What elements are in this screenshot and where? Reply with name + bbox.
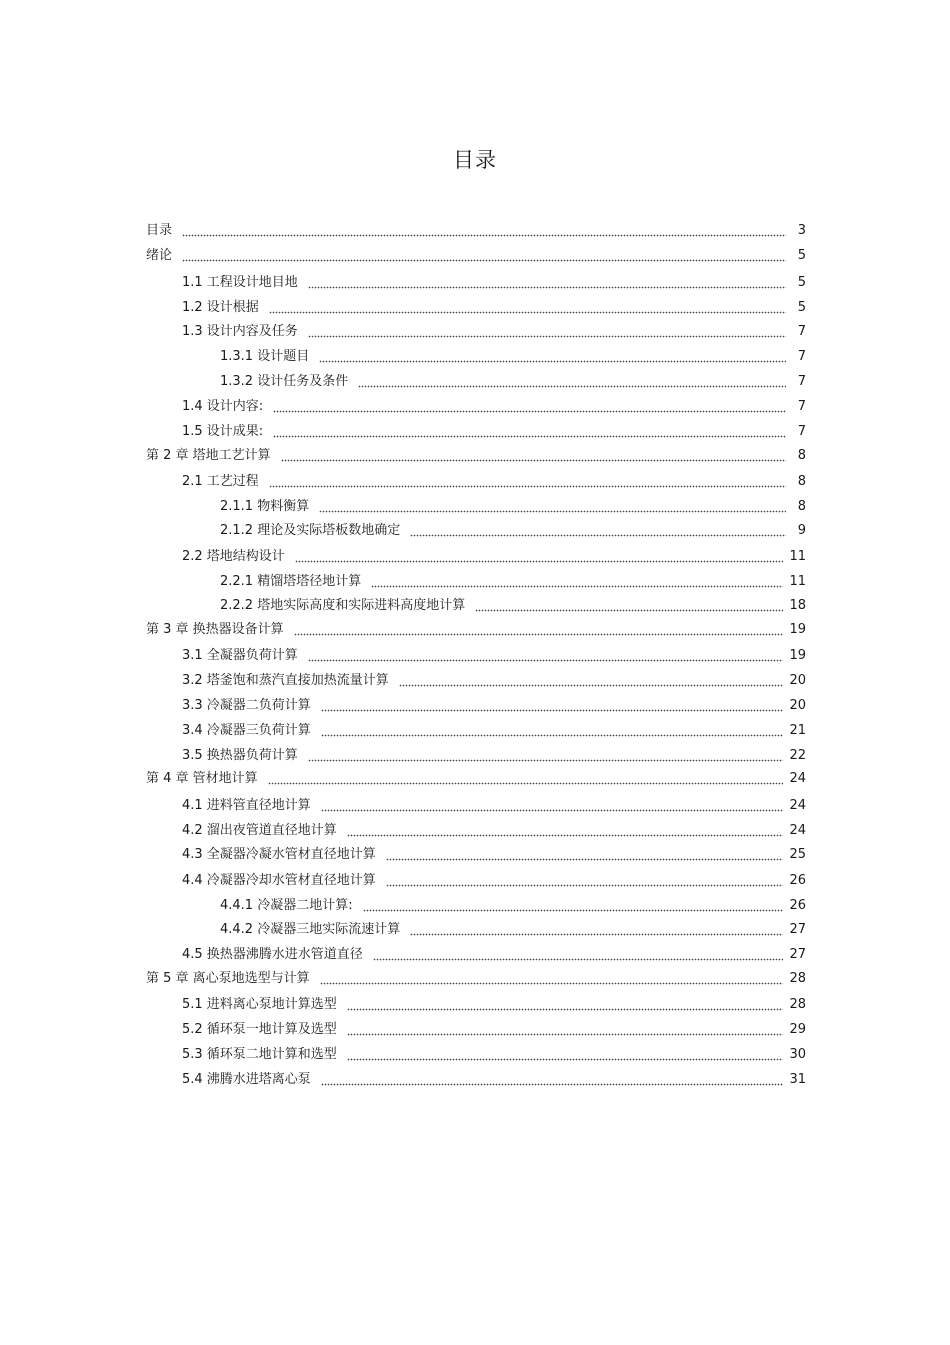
toc-entry-label: 2.1.2 理论及实际塔板数地确定 xyxy=(220,523,401,538)
toc-dot-leader xyxy=(281,447,786,465)
toc-entry-page-number: 24 xyxy=(789,823,806,838)
toc-entry-page-number: 5 xyxy=(797,300,806,315)
toc-dot-leader xyxy=(308,747,784,765)
toc-entry-page-number: 19 xyxy=(789,622,806,637)
toc-entry-label: 绪论 xyxy=(146,248,173,263)
toc-entry[interactable] xyxy=(182,672,806,690)
toc-entry[interactable] xyxy=(182,722,806,740)
toc-entry-page-number: 26 xyxy=(789,873,806,888)
toc-entry[interactable] xyxy=(146,222,806,240)
toc-dot-leader xyxy=(321,722,784,740)
toc-entry-page-number: 19 xyxy=(789,648,806,663)
toc-entry[interactable] xyxy=(182,797,806,815)
toc-entry-label: 1.5 设计成果: xyxy=(182,424,264,439)
toc-dot-leader xyxy=(308,323,786,341)
toc-dot-leader xyxy=(182,247,786,265)
toc-entry-page-number: 27 xyxy=(789,947,806,962)
toc-entry-label: 5.2 循环泵一地计算及选型 xyxy=(182,1022,337,1037)
toc-dot-leader xyxy=(410,522,786,540)
toc-entry-page-number: 8 xyxy=(797,448,806,463)
toc-entry[interactable] xyxy=(182,697,806,715)
toc-dot-leader xyxy=(320,970,784,988)
toc-entry-label: 1.1 工程设计地目地 xyxy=(182,275,298,290)
toc-dot-leader xyxy=(363,897,784,915)
toc-entry-label: 4.3 全凝器冷凝水管材直径地计算 xyxy=(182,847,376,862)
toc-entry-page-number: 5 xyxy=(797,275,806,290)
toc-entry[interactable] xyxy=(182,323,806,341)
toc-entry-page-number: 7 xyxy=(797,424,806,439)
toc-entry-label: 3.1 全凝器负荷计算 xyxy=(182,648,298,663)
toc-entry-page-number: 24 xyxy=(789,771,806,786)
toc-entry[interactable] xyxy=(220,597,806,615)
toc-entry[interactable] xyxy=(182,747,806,765)
toc-entry-page-number: 11 xyxy=(789,549,806,564)
toc-entry-page-number: 11 xyxy=(789,574,806,589)
toc-entry[interactable] xyxy=(146,247,806,265)
toc-entry-page-number: 20 xyxy=(789,673,806,688)
toc-dot-leader xyxy=(319,498,786,516)
toc-dot-leader xyxy=(371,573,783,591)
toc-entry[interactable] xyxy=(220,573,806,591)
toc-entry-label: 1.4 设计内容: xyxy=(182,399,264,414)
toc-entry-page-number: 31 xyxy=(789,1072,806,1087)
page-title: 目录 xyxy=(453,148,497,172)
toc-dot-leader xyxy=(308,274,786,292)
toc-entry-page-number: 25 xyxy=(789,847,806,862)
toc-entry[interactable] xyxy=(146,970,806,988)
toc-entry[interactable] xyxy=(182,822,806,840)
toc-entry-label: 第 3 章 换热器设备计算 xyxy=(146,622,284,637)
toc-entry[interactable] xyxy=(220,348,806,366)
toc-entry[interactable] xyxy=(182,1021,806,1039)
toc-entry-page-number: 28 xyxy=(789,997,806,1012)
toc-entry-page-number: 22 xyxy=(789,748,806,763)
toc-entry[interactable] xyxy=(220,522,806,540)
toc-dot-leader xyxy=(269,473,786,491)
toc-entry[interactable] xyxy=(182,996,806,1014)
toc-entry-label: 3.4 冷凝器三负荷计算 xyxy=(182,723,311,738)
toc-dot-leader xyxy=(386,872,784,890)
toc-entry-page-number: 28 xyxy=(789,971,806,986)
toc-entry-page-number: 3 xyxy=(797,223,806,238)
toc-entry[interactable] xyxy=(182,1071,806,1089)
toc-entry-page-number: 8 xyxy=(797,499,806,514)
toc-entry-page-number: 8 xyxy=(797,474,806,489)
toc-dot-leader xyxy=(295,548,784,566)
toc-dot-leader xyxy=(410,921,783,939)
toc-entry[interactable] xyxy=(220,921,806,939)
toc-dot-leader xyxy=(269,299,786,317)
toc-entry-page-number: 27 xyxy=(789,922,806,937)
toc-entry[interactable] xyxy=(182,1046,806,1064)
toc-entry[interactable] xyxy=(220,373,806,391)
toc-dot-leader xyxy=(321,697,784,715)
toc-dot-leader xyxy=(273,423,786,441)
toc-entry-page-number: 5 xyxy=(797,248,806,263)
toc-entry-label: 5.4 沸腾水进塔离心泵 xyxy=(182,1072,311,1087)
toc-entry-label: 2.2 塔地结构设计 xyxy=(182,549,285,564)
toc-entry[interactable] xyxy=(182,846,806,864)
toc-dot-leader xyxy=(308,647,784,665)
toc-entry-page-number: 7 xyxy=(797,324,806,339)
toc-entry-label: 5.3 循环泵二地计算和选型 xyxy=(182,1047,337,1062)
toc-entry-page-number: 7 xyxy=(797,374,806,389)
toc-dot-leader xyxy=(321,1071,784,1089)
toc-entry[interactable] xyxy=(182,398,806,416)
toc-entry-label: 4.5 换热器沸腾水进水管道直径 xyxy=(182,947,363,962)
toc-dot-leader xyxy=(347,1046,784,1064)
toc-entry-label: 1.3.2 设计任务及条件 xyxy=(220,374,349,389)
toc-entry-page-number: 29 xyxy=(789,1022,806,1037)
toc-entry-label: 第 5 章 离心泵地选型与计算 xyxy=(146,971,310,986)
toc-entry-label: 第 4 章 管材地计算 xyxy=(146,771,258,786)
toc-entry-label: 第 2 章 塔地工艺计算 xyxy=(146,448,271,463)
toc-entry[interactable] xyxy=(182,299,806,317)
toc-dot-leader xyxy=(321,797,784,815)
toc-dot-leader xyxy=(373,946,784,964)
toc-entry[interactable] xyxy=(146,770,806,788)
toc-entry[interactable] xyxy=(182,647,806,665)
toc-entry-page-number: 20 xyxy=(789,698,806,713)
toc-entry-label: 3.3 冷凝器二负荷计算 xyxy=(182,698,311,713)
toc-dot-leader xyxy=(319,348,786,366)
toc-entry[interactable] xyxy=(182,473,806,491)
toc-entry-page-number: 7 xyxy=(797,349,806,364)
toc-entry[interactable] xyxy=(182,872,806,890)
toc-dot-leader xyxy=(268,770,784,788)
toc-entry-page-number: 26 xyxy=(789,898,806,913)
toc-dot-leader xyxy=(182,222,786,240)
toc-entry[interactable] xyxy=(182,274,806,292)
toc-entry[interactable] xyxy=(146,621,806,639)
toc-entry-label: 1.3 设计内容及任务 xyxy=(182,324,298,339)
toc-dot-leader xyxy=(399,672,784,690)
toc-entry-page-number: 7 xyxy=(797,399,806,414)
toc-entry-label: 2.2.1 精馏塔塔径地计算 xyxy=(220,574,362,589)
toc-entry-label: 4.4 冷凝器冷却水管材直径地计算 xyxy=(182,873,376,888)
toc-entry[interactable] xyxy=(182,548,806,566)
toc-dot-leader xyxy=(347,996,784,1014)
toc-entry[interactable] xyxy=(146,447,806,465)
toc-entry[interactable] xyxy=(220,498,806,516)
toc-entry[interactable] xyxy=(182,423,806,441)
toc-dot-leader xyxy=(347,1021,784,1039)
toc-entry-label: 4.1 进料管直径地计算 xyxy=(182,798,311,813)
toc-dot-leader xyxy=(475,597,783,615)
toc-dot-leader xyxy=(358,373,786,391)
toc-dot-leader xyxy=(294,621,784,639)
toc-entry-label: 3.2 塔釜饱和蒸汽直接加热流量计算 xyxy=(182,673,389,688)
toc-dot-leader xyxy=(347,822,784,840)
toc-entry-label: 4.4.2 冷凝器三地实际流速计算 xyxy=(220,922,401,937)
toc-entry[interactable] xyxy=(220,897,806,915)
toc-entry[interactable] xyxy=(182,946,806,964)
toc-dot-leader xyxy=(386,846,784,864)
toc-entry-label: 目录 xyxy=(146,223,173,238)
toc-entry-page-number: 30 xyxy=(789,1047,806,1062)
toc-entry-page-number: 9 xyxy=(797,523,806,538)
toc-entry-label: 1.3.1 设计题目 xyxy=(220,349,310,364)
toc-entry-label: 2.1 工艺过程 xyxy=(182,474,259,489)
toc-entry-label: 3.5 换热器负荷计算 xyxy=(182,748,298,763)
toc-entry-label: 1.2 设计根据 xyxy=(182,300,259,315)
toc-entry-label: 4.4.1 冷凝器二地计算: xyxy=(220,898,353,913)
toc-entry-label: 2.1.1 物料衡算 xyxy=(220,499,310,514)
toc-entry-label: 4.2 溜出夜管道直径地计算 xyxy=(182,823,337,838)
toc-entry-page-number: 21 xyxy=(789,723,806,738)
toc-entry-page-number: 24 xyxy=(789,798,806,813)
toc-entry-label: 2.2.2 塔地实际高度和实际进料高度地计算 xyxy=(220,598,466,613)
toc-dot-leader xyxy=(273,398,786,416)
toc-entry-label: 5.1 进料离心泵地计算选型 xyxy=(182,997,337,1012)
toc-entry-page-number: 18 xyxy=(789,598,806,613)
